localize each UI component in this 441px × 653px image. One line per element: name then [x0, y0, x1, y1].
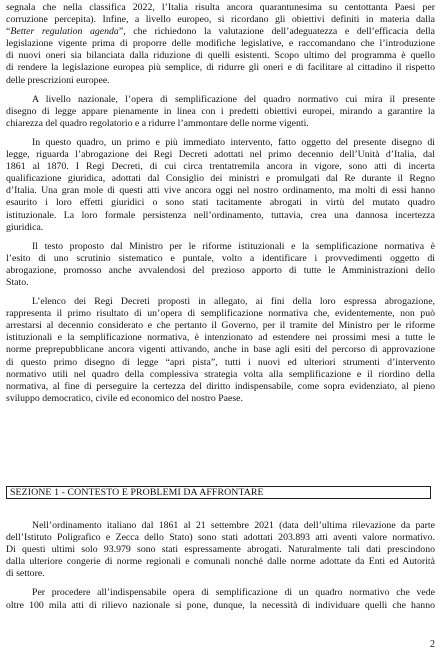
text-line: d’Italia. Una gran mole di questi atti vive ancora oggi nel nostro ordinamento, ma molti di essi hanno [6, 185, 435, 197]
text-line: oltre 100 mila atti di rilievo nazionale si pone, dunque, la necessità di individuare quelli che hanno [6, 599, 435, 611]
paragraph-per-procedere [6, 587, 435, 611]
italic-phrase: Better regulation agenda [10, 26, 119, 38]
text-line: dell’Istituto Poligrafico e Zecca dello Stato) sono stati adottati 203.893 atti aventi valore normativo. [6, 532, 435, 544]
text-line: di rendere la legislazione europea più semplice, di ridurre gli oneri e di facilitare al cittadino il rispetto [6, 62, 435, 74]
body-text-bottom [6, 520, 435, 612]
text-line: rappresenta il primo risultato di un’opera di semplificazione normativa che, evidentemente, non può [6, 308, 435, 320]
text-line: delle prescrizioni europee. [6, 74, 110, 86]
text-line: segnala che nella classifica 2022, l’Italia risulta ancora quarantunesima su centottanta Paesi per [6, 2, 435, 13]
paragraph-european-context [6, 2, 435, 87]
text-line: di nuovi oneri sia bilanciata dalla riduzione di quelli esistenti. Scopo ultimo del programma è quello [6, 50, 435, 62]
text-line: normativa, al fine di perseguire la certezza del diritto indispensabile, come sopra evidenziato, al pieno [6, 380, 435, 392]
text-line: legge, riguarda l’abrogazione dei Regi Decreti adottati nel primo decennio dell’Unità d’Italia, dal [6, 149, 435, 161]
text-line: Per procedere all’indispensabile opera di semplificazione di un quadro normativo che vede [32, 587, 435, 599]
text-line: L’elenco dei Regi Decreti proposti in allegato, ai fini della loro espressa abrogazione, [32, 296, 435, 308]
text-line: norme preprepubblicane ancora vigenti attivando, anche in base agli esiti del percorso di approvazione [6, 344, 435, 356]
paragraph-regi-decreti [6, 137, 435, 234]
section-heading: SEZIONE 1 - CONTESTO E PROBLEMI DA AFFRONTARE [6, 486, 431, 499]
text-line-italic-phrase: “Better regulation agenda”, che richiedono la valutazione dell’adeguatezza e dell’efficacia della [6, 26, 435, 38]
text-line: 1861 al 1870. I Regi Decreti, di cui circa trentatremila ancora in vigore, sono atti di incerta [6, 161, 435, 173]
text-line: corruzione percepita). Infine, a livello europeo, si ricordano gli obiettivi definiti in materia dalla [6, 14, 435, 26]
text-line: di questo primo disegno di legge “apri pista”, tutti i nuovi ed ulteriori strumenti d’intervento [6, 356, 435, 368]
text-line: In questo quadro, un primo e più immediato intervento, fatto oggetto del presente disegno di [32, 136, 435, 148]
text-line: legislazione vigente prima di proporre delle modifiche legislative, e raccomandano che l’introduzione [6, 38, 435, 50]
text-line: qualificazione giuridica, adottati dal Consiglio dei ministri e promulgati dal Re durante il Regno [6, 173, 435, 185]
text-line: istituzionali e la semplificazione normativa, è intenzionato ad estendere nei prossimi mesi a tutte le [6, 332, 435, 344]
paragraph-national-level [6, 94, 435, 130]
text-line: Stato. [6, 276, 29, 288]
text-line: A livello nazionale, l’opera di semplificazione del quadro normativo cui mira il presente [32, 93, 435, 105]
body-text-top [6, 2, 435, 405]
text-line: di settore. [6, 568, 45, 580]
text-line: esaurito i loro effetti giuridici o sono stati tacitamente abrogati in virtù del mutato quadro [6, 197, 435, 209]
page-number: 2 [430, 639, 435, 650]
paragraph-testo-proposto [6, 241, 435, 289]
paragraph-ordinamento-italiano [6, 520, 435, 580]
text-line: abrogazione, promosso anche avvalendosi del prezioso apporto di tutte le Amministrazioni dello [6, 264, 435, 276]
text-line: dalla ulteriore congerie di norme regionali e comunali nonché dalle norme adottate da Enti ed Autorità [6, 556, 435, 568]
paragraph-elenco-regi-decreti [6, 296, 435, 405]
text-line: giuridica. [6, 221, 44, 233]
text-line: istituzionale. La loro formale persistenza nell’ordinamento, tuttavia, crea una dannosa incertezza [6, 209, 435, 221]
text-line: Il testo proposto dal Ministro per le riforme istituzionali e la semplificazione normativa è [32, 240, 435, 252]
text-line: Nell’ordinamento italiano dal 1861 al 21 settembre 2021 (data dell’ultima rilevazione da parte [32, 520, 435, 531]
text-line: sviluppo democratico, civile ed economico del nostro Paese. [6, 392, 243, 404]
text-line: l’esito di uno scrutinio sistematico e puntale, volto a identificare i provvedimenti oggetto di [6, 252, 435, 264]
text-line: chiarezza del quadro regolatorio e a ridurre l’ammontare delle norme vigenti. [6, 117, 309, 129]
text-line: normativo utili nel quadro della complessiva strategia volta alla semplificazione e il riordino della [6, 368, 435, 380]
text-line: Di questi ultimi solo 93.979 sono stati espressamente abrogati. Naturalmente tali dati prescindono [6, 544, 435, 556]
text-line: disegno di legge appare pienamente in linea con i predetti obiettivi europei, mirando a garantire la [6, 105, 435, 117]
text-line: arrestarsi al decennio considerato e che pertanto il Governo, per il tramite del Ministro per le riforme [6, 320, 435, 332]
